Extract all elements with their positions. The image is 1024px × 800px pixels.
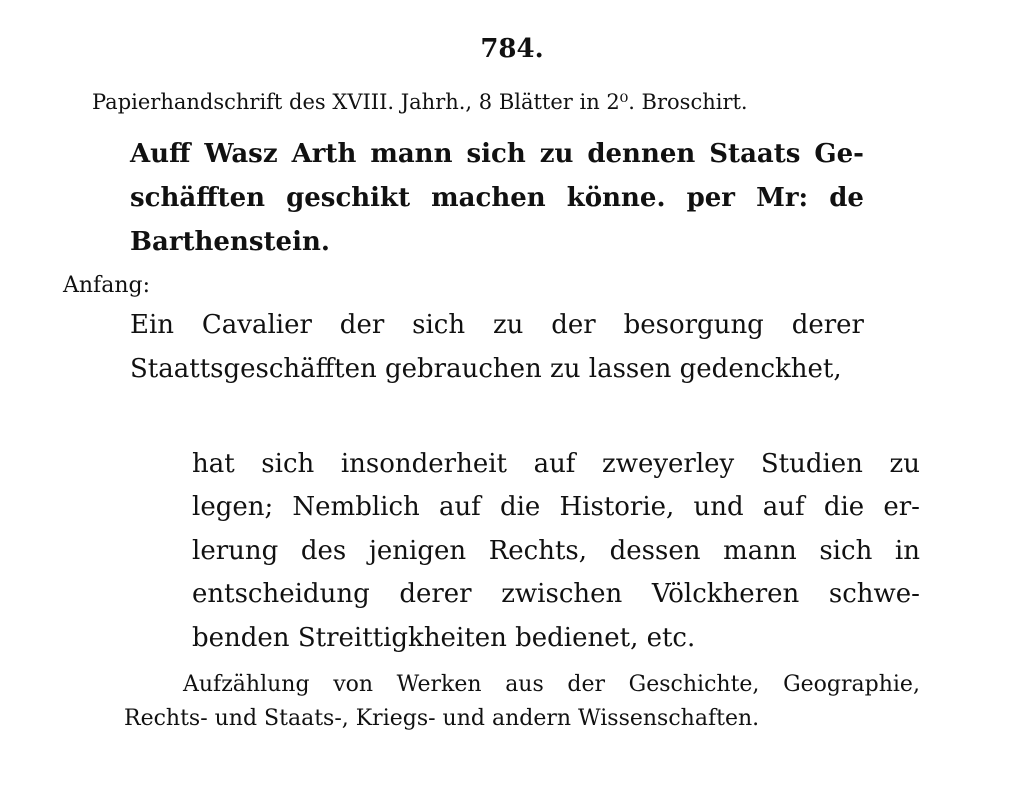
- word: Ein: [130, 310, 175, 340]
- incipit-label: Anfang:: [63, 273, 150, 298]
- title-line: Barthenstein.: [130, 227, 330, 257]
- word: geschikt: [286, 183, 411, 213]
- title-line: [130, 185, 864, 211]
- word: er-: [883, 492, 920, 522]
- word: Historie,: [559, 492, 675, 522]
- word: der: [339, 310, 385, 340]
- word: derer: [399, 579, 472, 609]
- word: hat: [192, 449, 235, 479]
- word: sich: [412, 310, 466, 340]
- word: Staats: [709, 139, 801, 169]
- word: von: [333, 672, 374, 697]
- word: und: [693, 492, 744, 522]
- word: Ge-: [814, 139, 864, 169]
- word: Völckheren: [651, 579, 800, 609]
- word: sich: [261, 449, 315, 479]
- word: Aufzählung: [183, 672, 310, 697]
- word: entscheidung: [192, 579, 370, 609]
- word: Geschichte,: [628, 672, 760, 697]
- word: Nemblich: [292, 492, 420, 522]
- word: Geographie,: [783, 672, 920, 697]
- incipit-line: Staattsgeschäfften gebrauchen zu lassen gedenckhet,: [130, 354, 842, 384]
- word: zu: [492, 310, 524, 340]
- word: sich: [819, 536, 873, 566]
- word: der: [551, 310, 596, 340]
- word: könne.: [566, 183, 666, 213]
- word: lerung: [192, 536, 279, 566]
- word: Auff: [130, 139, 191, 169]
- word: Arth: [291, 139, 357, 169]
- incipit-line: [130, 312, 864, 338]
- word: Wasz: [204, 139, 278, 169]
- body-line: [192, 581, 920, 607]
- body-line: [192, 494, 920, 520]
- word: de: [829, 183, 864, 213]
- word: mann: [723, 536, 797, 566]
- word: aus: [505, 672, 544, 697]
- word: die: [499, 492, 541, 522]
- word: schwe-: [828, 579, 920, 609]
- word: per: [686, 183, 735, 213]
- word: legen;: [192, 492, 274, 522]
- word: in: [894, 536, 920, 566]
- word: zu: [889, 449, 920, 479]
- word: zwischen: [501, 579, 623, 609]
- word: sich: [466, 139, 526, 169]
- word: Rechts,: [488, 536, 588, 566]
- word: Werken: [396, 672, 482, 697]
- manuscript-description: Papierhandschrift des XVIII. Jahrh., 8 Blätter in 2⁰. Broschirt.: [92, 90, 748, 114]
- word: jenigen: [368, 536, 467, 566]
- word: auf: [533, 449, 576, 479]
- word: auf: [438, 492, 481, 522]
- word: Cavalier: [201, 310, 312, 340]
- word: des: [300, 536, 347, 566]
- word: der: [567, 672, 606, 697]
- body-line: benden Streittigkheiten bedienet, etc.: [192, 623, 696, 653]
- word: die: [823, 492, 865, 522]
- word: dessen: [609, 536, 701, 566]
- contents-note-line: Rechts- und Staats-, Kriegs- und andern Wissenschaften.: [124, 706, 760, 731]
- word: besorgung: [623, 310, 764, 340]
- contents-note-line: [183, 674, 920, 696]
- word: zweyerley: [602, 449, 735, 479]
- word: schäfften: [130, 183, 266, 213]
- body-line: [192, 451, 920, 477]
- word: zu: [539, 139, 574, 169]
- word: machen: [431, 183, 546, 213]
- word: insonderheit: [340, 449, 507, 479]
- word: Mr:: [756, 183, 809, 213]
- word: derer: [791, 310, 864, 340]
- word: mann: [370, 139, 453, 169]
- body-line: [192, 538, 920, 564]
- entry-number: 784.: [480, 34, 544, 64]
- word: Studien: [760, 449, 863, 479]
- title-line: [130, 141, 864, 167]
- word: dennen: [587, 139, 696, 169]
- word: auf: [762, 492, 805, 522]
